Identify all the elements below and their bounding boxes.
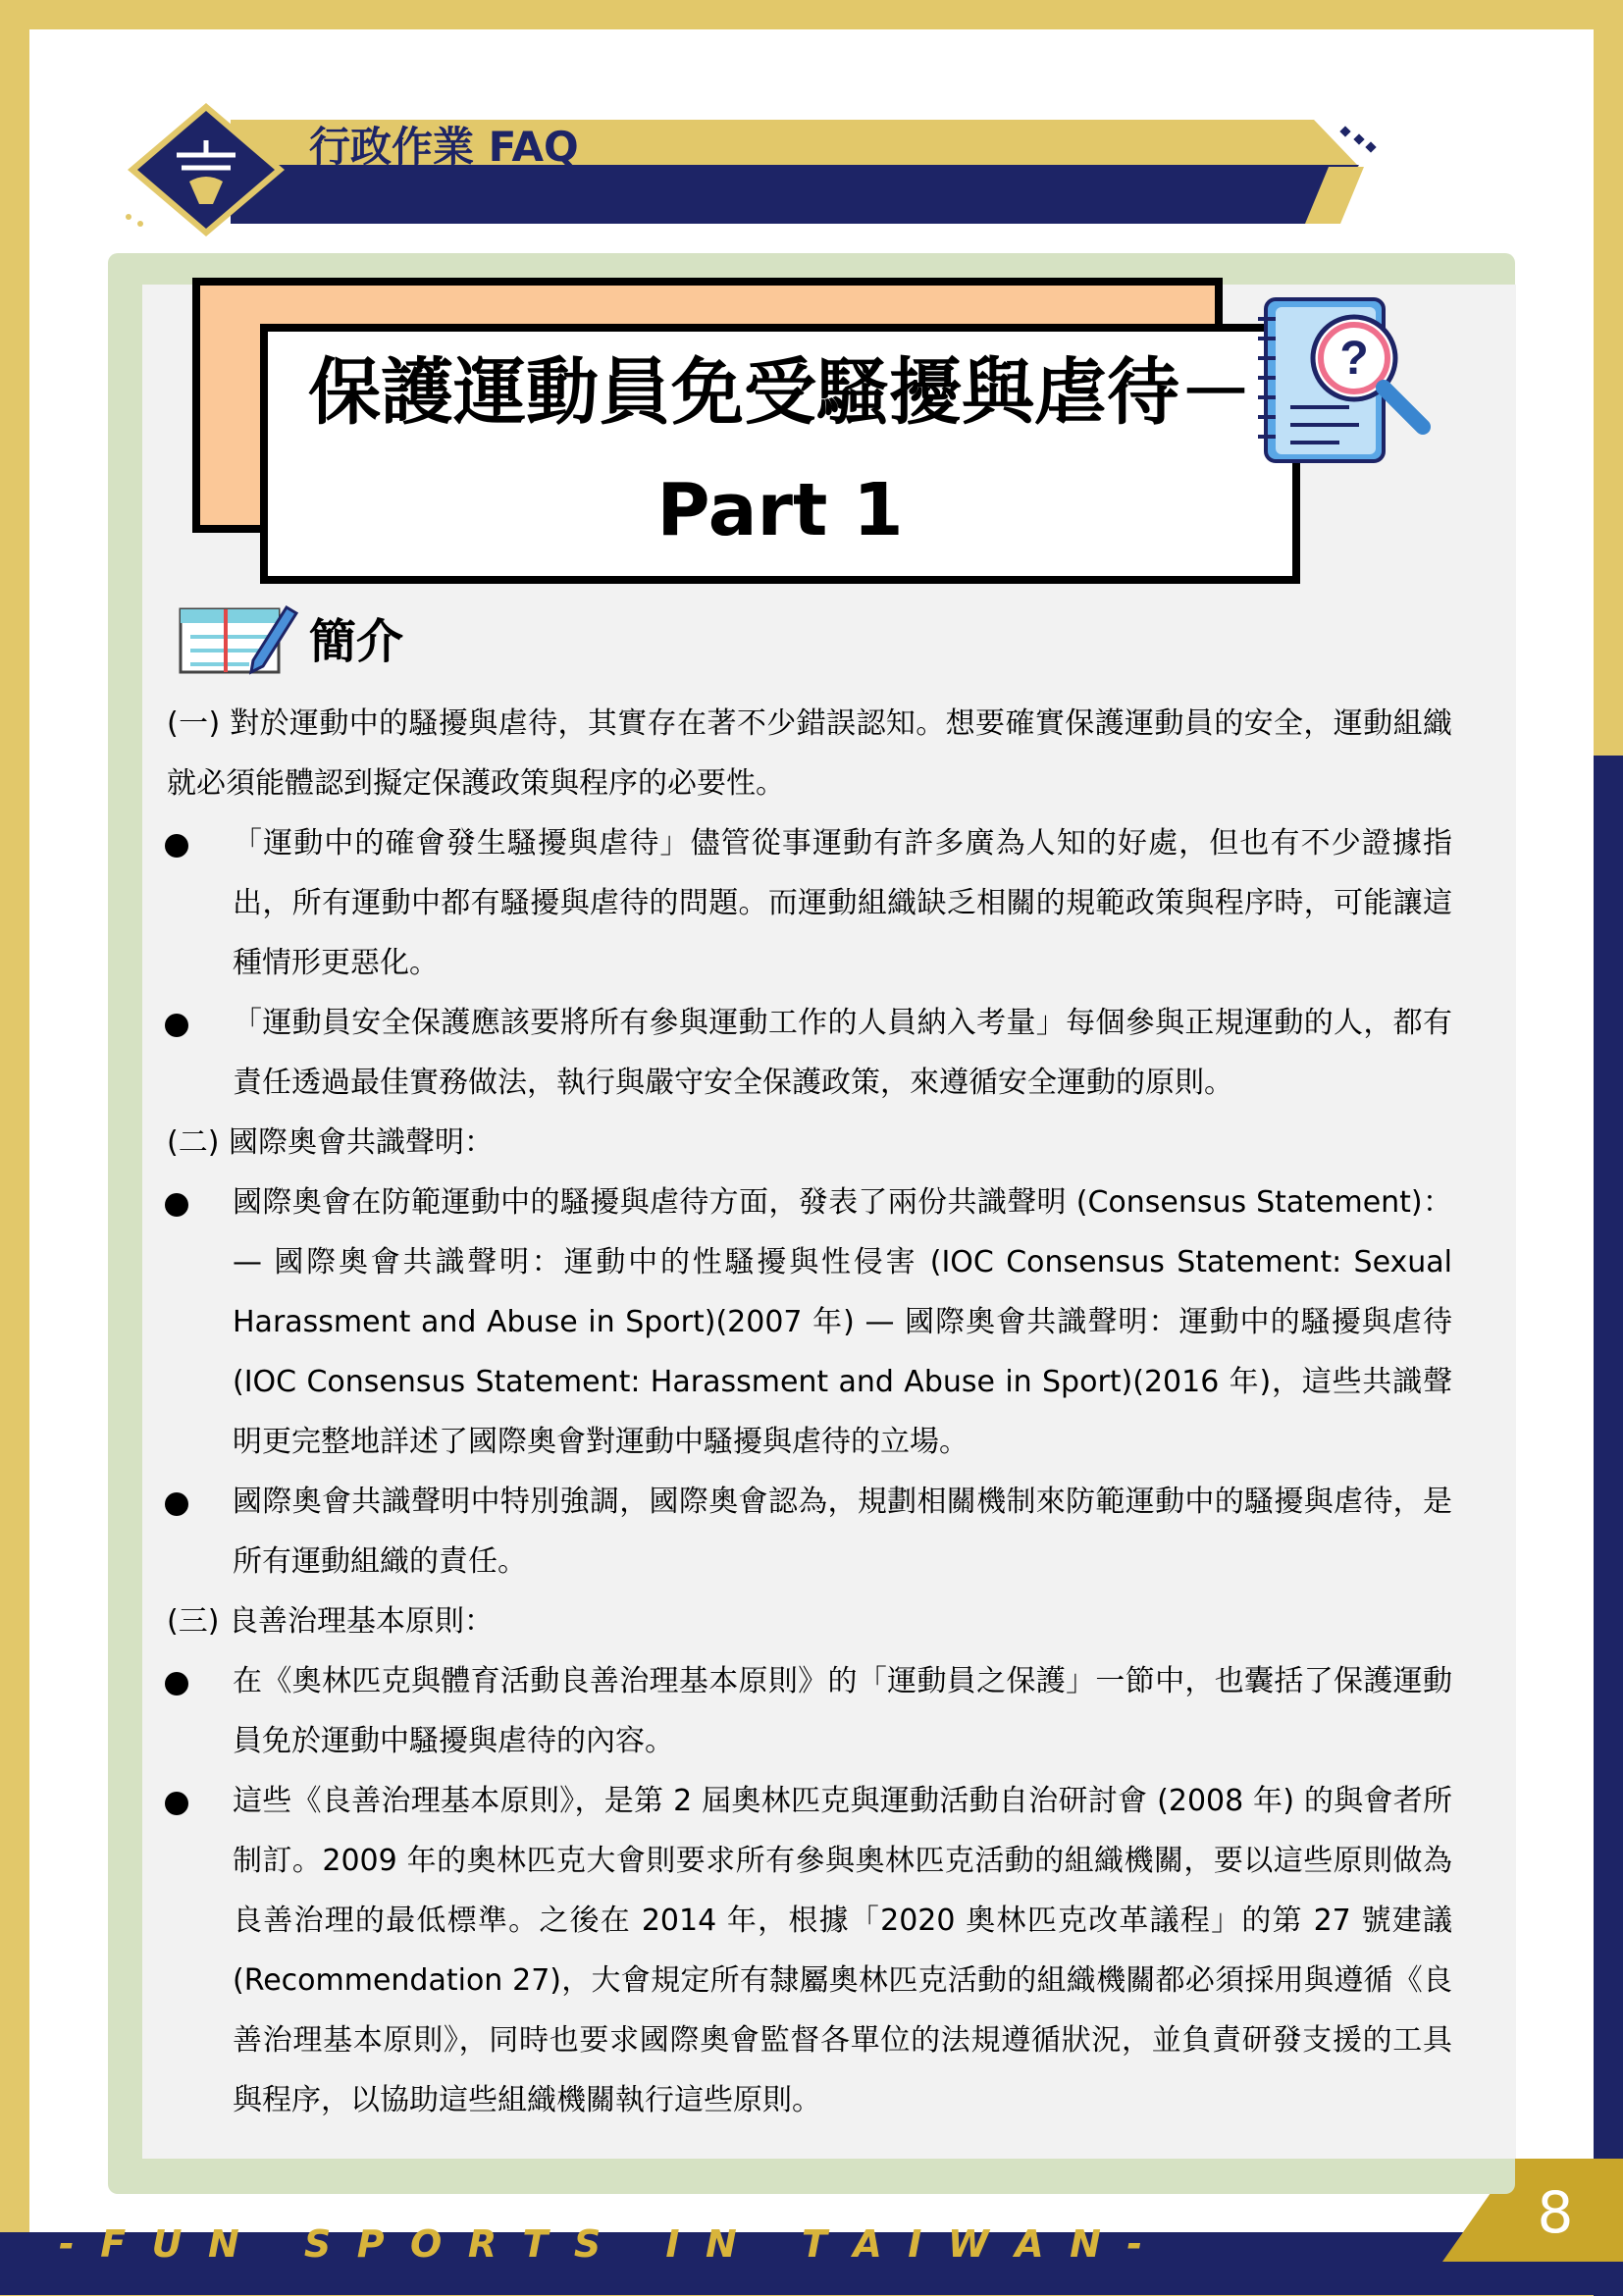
bullet-dot bbox=[165, 834, 188, 858]
navy-side-stripe bbox=[1594, 756, 1623, 2296]
bullet-3: 國際奧會在防範運動中的騷擾與虐待方面，發表了兩份共識聲明 (Consensus Statement)：— 國際奧會共識聲明：運動中的性騷擾與性侵害 (IOC Consensus Statement: Sexual Harassment and Abuse in Sport)(2007 年) — 國際奧會共識聲明：運動中的騷擾與虐待 (IOC Consensus Statement: Harassment and Abuse in Sport)(2016 年)，這些共識聲明更完整地詳述了國際奧會對運動中騷擾與虐待的立場。 bbox=[233, 1185, 1452, 1459]
paragraph-2: (二) 國際奧會共識聲明： bbox=[167, 1125, 494, 1160]
bullet-2: 「運動員安全保護應該要將所有參與運動工作的人員納入考量」每個參與正規運動的人，都有責任透過最佳實務做法，執行與嚴守安全保護政策，來遵循安全運動的原則。 bbox=[233, 1006, 1452, 1100]
bullet-4: 國際奧會共識聲明中特別強調，國際奧會認為，規劃相關機制來防範運動中的騷擾與虐待，是所有運動組織的責任。 bbox=[233, 1485, 1452, 1579]
bullet-1: 「運動中的確會發生騷擾與虐待」儘管從事運動有許多廣為人知的好處，但也有不少證據指出，所有運動中都有騷擾與虐待的問題。而運動組織缺乏相關的規範政策與程序時，可能讓這種情形更惡化。 bbox=[233, 826, 1452, 980]
svg-text:?: ? bbox=[1339, 333, 1369, 385]
bullet-dot bbox=[165, 1193, 188, 1217]
page-title: 保護運動員免受騷擾與虐待－ bbox=[308, 350, 1252, 435]
bullet-6: 這些《良善治理基本原則》，是第 2 屆奧林匹克與運動活動自治研討會 (2008 年) 的與會者所制訂。2009 年的奧林匹克大會則要求所有參與奧林匹克活動的組織機關，要以這些原則做為良善治理的最低標準。之後在 2014 年，根據「2020 奧林匹克改革議程」的第 27 號建議 (Recommendation 27)，大會規定所有隸屬奧林匹克活動的組織機關都必須採用與遵循《良善治理基本原則》，同時也要求國際奧會監督各單位的法規遵循狀況，並負責研發支援的工具與程序，以協助這些組織機關執行這些原則。 bbox=[233, 1784, 1452, 2117]
intro-heading: 簡介 bbox=[309, 614, 404, 669]
header-title: 行政作業 FAQ bbox=[309, 123, 579, 171]
logo-diamond-icon bbox=[123, 101, 289, 238]
paragraph-3: (三) 良善治理基本原則： bbox=[167, 1604, 494, 1639]
notepad-pencil-icon bbox=[177, 601, 299, 680]
page-subtitle: Part 1 bbox=[656, 468, 904, 552]
header-dots-icon bbox=[1339, 126, 1379, 165]
bullet-5: 在《奧林匹克與體育活動良善治理基本原則》的「運動員之保護」一節中，也囊括了保護運動員免於運動中騷擾與虐待的內容。 bbox=[233, 1664, 1452, 1758]
bullet-dot bbox=[165, 1014, 188, 1037]
footer-slogan: - F U N S P O R T S I N T A I W A N - bbox=[59, 2222, 1143, 2266]
bullet-dot bbox=[165, 1492, 188, 1516]
page-number: 8 bbox=[1537, 2179, 1574, 2246]
bullet-dot bbox=[165, 1672, 188, 1696]
paragraph-1: (一) 對於運動中的騷擾與虐待，其實存在著不少錯誤認知。想要確實保護運動員的安全，運動組織就必須能體認到擬定保護政策與程序的必要性。 bbox=[167, 706, 1452, 801]
bullet-dot bbox=[165, 1792, 188, 1815]
notebook-question-icon bbox=[1246, 289, 1442, 486]
